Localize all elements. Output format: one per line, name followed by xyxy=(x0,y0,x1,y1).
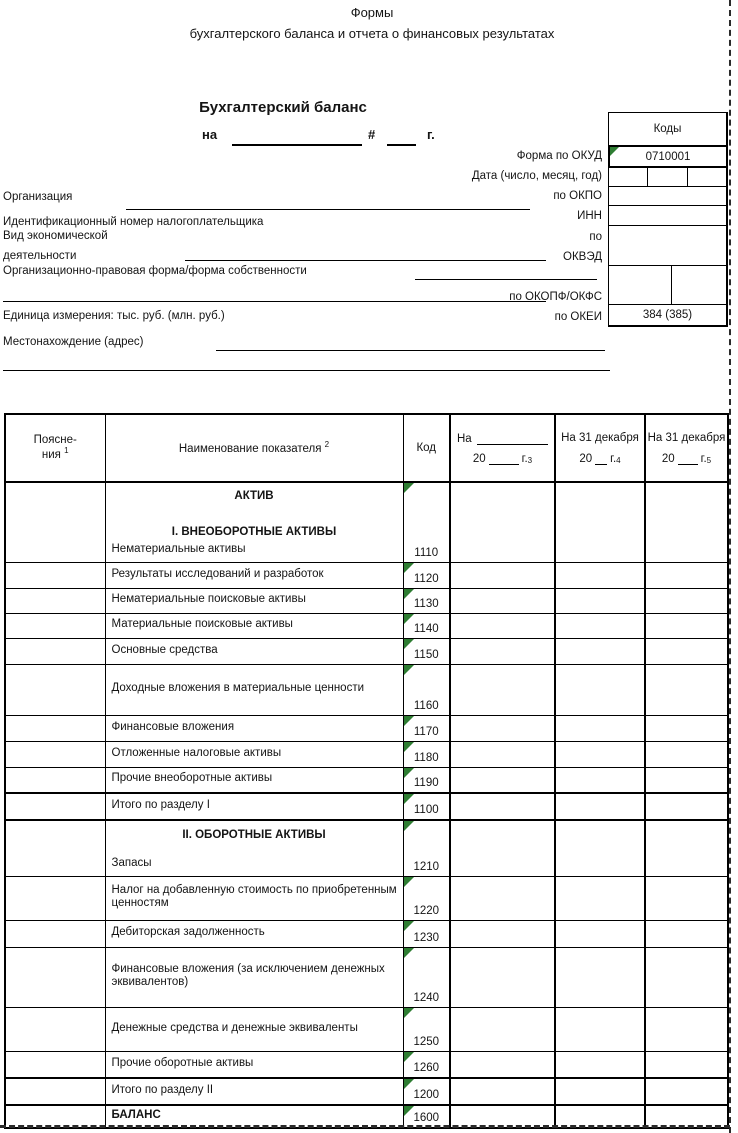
indicator-name-cell xyxy=(105,562,403,588)
indicator-name: Отложенные налоговые активы xyxy=(111,746,282,759)
unit-label: Единица измерения: тыс. руб. (млн. руб.) xyxy=(3,310,225,322)
code-cell xyxy=(403,793,450,820)
value-cell-period2[interactable] xyxy=(555,767,645,793)
codes-title-cell: Коды xyxy=(608,112,728,146)
cell-marker-icon xyxy=(610,147,619,156)
notes-cell[interactable] xyxy=(5,1051,105,1078)
value-cell-period3[interactable] xyxy=(645,715,728,741)
date-code-label: Дата (число, месяц, год) xyxy=(471,170,602,182)
value-cell-period3[interactable] xyxy=(645,664,728,715)
value-cell-period2[interactable] xyxy=(555,1078,645,1105)
indicator-code: 1160 xyxy=(413,699,439,712)
okpo-label: по ОКПО xyxy=(553,190,602,202)
cell-marker-icon xyxy=(404,768,414,778)
inn-label: ИНН xyxy=(577,210,602,222)
col-header-name: Наименование показателя $^2$ xyxy=(105,414,403,482)
col-header-period3: На 31 декабря 20 г. 5 xyxy=(645,414,728,482)
indicator-name-cell xyxy=(105,741,403,767)
value-cell-period3[interactable] xyxy=(645,767,728,793)
indicator-code: 1220 xyxy=(413,904,440,917)
indicator-name: БАЛАНС xyxy=(111,1109,161,1121)
cell-marker-icon xyxy=(404,921,414,931)
date-hash: # xyxy=(368,127,376,142)
value-cell-period1[interactable] xyxy=(450,1078,555,1105)
page-break-vertical xyxy=(729,0,731,1133)
value-cell-period3[interactable] xyxy=(645,588,728,613)
notes-cell[interactable] xyxy=(5,920,105,947)
value-cell-period1[interactable] xyxy=(450,793,555,820)
indicator-code: 1150 xyxy=(413,648,439,661)
value-cell-period1[interactable] xyxy=(450,1051,555,1078)
indicator-name: Прочие оборотные активы xyxy=(111,1056,254,1069)
page-break-horizontal xyxy=(0,1125,730,1128)
code-cell xyxy=(403,1051,450,1078)
value-cell-period2[interactable] xyxy=(555,947,645,1007)
code-cell xyxy=(403,482,450,562)
value-cell-period3[interactable] xyxy=(645,1007,728,1051)
date-suffix: г. xyxy=(427,127,435,142)
po-label: по xyxy=(589,231,602,243)
okopf-value-cell[interactable] xyxy=(608,265,728,305)
value-cell-period3[interactable] xyxy=(645,613,728,638)
table-row xyxy=(5,876,728,920)
indicator-name-cell xyxy=(105,767,403,793)
value-cell-period1[interactable] xyxy=(450,482,555,562)
indicator-code: 1170 xyxy=(413,725,439,738)
value-cell-period1[interactable] xyxy=(450,562,555,588)
indicator-name-cell xyxy=(105,664,403,715)
value-cell-period3[interactable] xyxy=(645,562,728,588)
cell-marker-icon xyxy=(404,716,414,726)
indicator-code: 1100 xyxy=(413,804,439,816)
indicator-code: 1240 xyxy=(413,991,440,1004)
date-code-cells[interactable] xyxy=(608,167,728,187)
value-cell-period1[interactable] xyxy=(450,588,555,613)
date-year-cell[interactable] xyxy=(687,168,726,186)
value-cell-period3[interactable] xyxy=(645,793,728,820)
value-cell-period1[interactable] xyxy=(450,876,555,920)
value-cell-period3[interactable] xyxy=(645,920,728,947)
code-cell xyxy=(403,767,450,793)
cell-marker-icon xyxy=(404,948,414,958)
balance-table xyxy=(4,413,729,1129)
indicator-code: 1600 xyxy=(413,1112,440,1124)
date-month-cell[interactable] xyxy=(647,168,686,186)
value-cell-period3[interactable] xyxy=(645,1051,728,1078)
indicator-code: 1190 xyxy=(413,777,439,789)
indicator-code: 1200 xyxy=(413,1089,440,1101)
indicator-name-cell xyxy=(105,588,403,613)
notes-cell[interactable] xyxy=(5,947,105,1007)
okei-label: по ОКЕИ xyxy=(554,311,602,323)
indicator-name-cell xyxy=(105,1051,403,1078)
cell-marker-icon xyxy=(404,742,414,752)
table-row xyxy=(5,793,728,820)
code-cell xyxy=(403,588,450,613)
col-header-code: Код xyxy=(403,414,450,482)
location-blank-field-1[interactable] xyxy=(216,350,605,351)
value-cell-period1[interactable] xyxy=(450,613,555,638)
table-row xyxy=(5,1051,728,1078)
indicator-name-cell xyxy=(105,1078,403,1105)
value-cell-period1[interactable] xyxy=(450,715,555,741)
indicator-name: Дебиторская задолженность xyxy=(111,926,265,938)
indicator-name-cell xyxy=(105,920,403,947)
value-cell-period3[interactable] xyxy=(645,482,728,562)
notes-cell[interactable] xyxy=(5,876,105,920)
okpo-value-cell[interactable] xyxy=(608,186,728,206)
taxpayer-id-label: Идентификационный номер налогоплательщика xyxy=(3,216,264,228)
indicator-code: 1260 xyxy=(413,1062,440,1074)
indicator-name-cell xyxy=(105,638,403,664)
value-cell-period1[interactable] xyxy=(450,820,555,876)
table-row xyxy=(5,767,728,793)
table-row xyxy=(5,482,728,562)
table-row xyxy=(5,1078,728,1105)
code-cell xyxy=(403,562,450,588)
table-row xyxy=(5,562,728,588)
okved-label: ОКВЭД xyxy=(563,251,602,263)
okopf-cell-divider xyxy=(671,266,672,304)
code-cell xyxy=(403,715,450,741)
doc-title-line2: бухгалтерского баланса и отчета о финансовых результатах xyxy=(189,26,555,41)
notes-cell[interactable] xyxy=(5,820,105,876)
value-cell-period2[interactable] xyxy=(555,613,645,638)
date-blank-field[interactable] xyxy=(232,144,362,146)
cell-marker-icon xyxy=(404,1052,414,1062)
notes-cell[interactable] xyxy=(5,613,105,638)
value-cell-period1[interactable] xyxy=(450,920,555,947)
value-cell-period2[interactable] xyxy=(555,1051,645,1078)
date-day-cell[interactable] xyxy=(609,168,647,186)
notes-cell[interactable] xyxy=(5,1007,105,1051)
indicator-name-cell xyxy=(105,793,403,820)
location-label: Местонахождение (адрес) xyxy=(3,336,144,348)
location-blank-field-2[interactable] xyxy=(3,370,610,371)
indicator-name: Прочие внеоборотные активы xyxy=(111,772,273,785)
value-cell-period1[interactable] xyxy=(450,638,555,664)
code-cell xyxy=(403,638,450,664)
cell-marker-icon xyxy=(404,794,414,804)
indicator-name: Денежные средства и денежные эквиваленты xyxy=(111,1021,358,1034)
table-row xyxy=(5,638,728,664)
notes-cell[interactable] xyxy=(5,638,105,664)
organization-blank-field[interactable] xyxy=(126,209,530,210)
code-cell xyxy=(403,664,450,715)
notes-cell[interactable] xyxy=(5,1078,105,1105)
cell-marker-icon xyxy=(404,665,414,675)
indicator-name: Итого по разделу II xyxy=(111,1084,214,1096)
indicator-code: 1130 xyxy=(413,597,439,610)
indicator-name: Материальные поисковые активы xyxy=(111,618,293,630)
value-cell-period2[interactable] xyxy=(555,562,645,588)
value-cell-period1[interactable] xyxy=(450,947,555,1007)
indicator-name-cell xyxy=(105,613,403,638)
okopf-label: по ОКОПФ/ОКФС xyxy=(509,291,602,303)
inn-value-cell[interactable] xyxy=(608,205,728,226)
value-cell-period3[interactable] xyxy=(645,741,728,767)
code-cell xyxy=(403,820,450,876)
value-cell-period3[interactable] xyxy=(645,638,728,664)
indicator-code: 1120 xyxy=(413,572,439,585)
indicator-name: Нематериальные активы xyxy=(111,542,246,555)
table-row xyxy=(5,947,728,1007)
indicator-name: Запасы xyxy=(111,856,152,869)
activity-label-line1: Вид экономической xyxy=(3,230,108,242)
indicator-code: 1230 xyxy=(413,931,440,944)
legal-form-label: Организационно-правовая форма/форма собственности xyxy=(3,265,307,277)
cell-marker-icon xyxy=(404,877,414,887)
legal-form-blank-field-1[interactable] xyxy=(415,279,597,280)
doc-title-line1: Формы xyxy=(350,5,394,20)
form-title: Бухгалтерский баланс xyxy=(199,99,367,116)
code-cell xyxy=(403,947,450,1007)
value-cell-period3[interactable] xyxy=(645,947,728,1007)
year-blank[interactable] xyxy=(678,452,698,465)
section-title: АКТИВ xyxy=(234,489,274,502)
indicator-name: Нематериальные поисковые активы xyxy=(111,593,306,605)
value-cell-period2[interactable] xyxy=(555,920,645,947)
code-cell xyxy=(403,920,450,947)
table-row xyxy=(5,613,728,638)
value-cell-period1[interactable] xyxy=(450,767,555,793)
indicator-name: Основные средства xyxy=(111,643,218,656)
indicator-code: 1110 xyxy=(414,546,439,559)
value-cell-period2[interactable] xyxy=(555,793,645,820)
cell-marker-icon xyxy=(404,563,414,573)
table-row xyxy=(5,588,728,613)
notes-cell[interactable] xyxy=(5,588,105,613)
indicator-code: 1180 xyxy=(413,751,439,764)
table-row xyxy=(5,920,728,947)
value-cell-period1[interactable] xyxy=(450,741,555,767)
value-cell-period2[interactable] xyxy=(555,715,645,741)
activity-blank-field[interactable] xyxy=(185,260,546,261)
indicator-name: Финансовые вложения (за исключением денежных эквивалентов) xyxy=(111,963,385,988)
table-header-row xyxy=(5,414,728,482)
table-row xyxy=(5,664,728,715)
col-header-notes: Поясне- ния $^1$ xyxy=(5,414,105,482)
value-cell-period3[interactable] xyxy=(645,1078,728,1105)
indicator-name-cell xyxy=(105,1007,403,1051)
okved-value-cell[interactable] xyxy=(608,225,728,266)
okud-value-cell[interactable]: 0710001 xyxy=(608,145,728,168)
cell-marker-icon xyxy=(404,1079,414,1089)
indicator-name-cell xyxy=(105,820,403,876)
table-row xyxy=(5,741,728,767)
col-header-period1: На 20 г. 3 xyxy=(450,414,555,482)
notes-cell[interactable] xyxy=(5,793,105,820)
cell-marker-icon xyxy=(404,821,414,831)
okud-label: Форма по ОКУД xyxy=(516,150,602,162)
table-row xyxy=(5,1007,728,1051)
col-header-period2: На 31 декабря 20 г. 4 xyxy=(555,414,645,482)
notes-cell[interactable] xyxy=(5,664,105,715)
year-blank[interactable] xyxy=(489,452,519,465)
code-cell xyxy=(403,1007,450,1051)
notes-cell[interactable] xyxy=(5,715,105,741)
year-blank[interactable] xyxy=(595,452,607,465)
value-cell-period2[interactable] xyxy=(555,820,645,876)
indicator-name: Доходные вложения в материальные ценности xyxy=(111,682,365,694)
organization-label: Организация xyxy=(3,191,73,203)
notes-cell[interactable] xyxy=(5,741,105,767)
indicator-code: 1210 xyxy=(413,860,440,873)
table-row xyxy=(5,820,728,876)
value-cell-period2[interactable] xyxy=(555,876,645,920)
indicator-code: 1250 xyxy=(413,1035,440,1048)
cell-marker-icon xyxy=(404,483,414,493)
activity-label-line2: деятельности xyxy=(3,250,77,262)
date-prefix: на xyxy=(202,127,218,142)
value-cell-period1[interactable] xyxy=(450,664,555,715)
cell-marker-icon xyxy=(404,639,414,649)
okei-value-cell[interactable]: 384 (385) xyxy=(608,304,728,327)
indicator-name: Результаты исследований и разработок xyxy=(111,567,324,580)
notes-cell[interactable] xyxy=(5,767,105,793)
value-cell-period3[interactable] xyxy=(645,876,728,920)
value-cell-period2[interactable] xyxy=(555,1007,645,1051)
indicator-name: Итого по разделу I xyxy=(111,799,210,811)
notes-cell[interactable] xyxy=(5,482,105,562)
legal-form-blank-field-2[interactable] xyxy=(3,301,546,302)
value-cell-period1[interactable] xyxy=(450,1007,555,1051)
section-title: II. ОБОРОТНЫЕ АКТИВЫ xyxy=(182,828,326,841)
year-blank-field[interactable] xyxy=(387,144,416,146)
value-cell-period2[interactable] xyxy=(555,638,645,664)
indicator-name: Налог на добавленную стоимость по приобретенным ценностям xyxy=(111,884,397,909)
year-blank[interactable] xyxy=(477,432,548,445)
indicator-name-cell xyxy=(105,947,403,1007)
indicator-code: 1140 xyxy=(413,622,439,635)
indicator-name-cell xyxy=(105,876,403,920)
cell-marker-icon xyxy=(404,1008,414,1018)
value-cell-period2[interactable] xyxy=(555,741,645,767)
value-cell-period2[interactable] xyxy=(555,482,645,562)
notes-cell[interactable] xyxy=(5,562,105,588)
section-title: I. ВНЕОБОРОТНЫЕ АКТИВЫ xyxy=(171,525,337,538)
code-cell xyxy=(403,741,450,767)
code-cell xyxy=(403,1078,450,1105)
code-cell xyxy=(403,876,450,920)
indicator-name: Финансовые вложения xyxy=(111,720,235,733)
table-row xyxy=(5,715,728,741)
code-cell xyxy=(403,613,450,638)
value-cell-period3[interactable] xyxy=(645,820,728,876)
indicator-name-cell xyxy=(105,715,403,741)
indicator-name-cell xyxy=(105,482,403,562)
value-cell-period2[interactable] xyxy=(555,588,645,613)
value-cell-period2[interactable] xyxy=(555,664,645,715)
